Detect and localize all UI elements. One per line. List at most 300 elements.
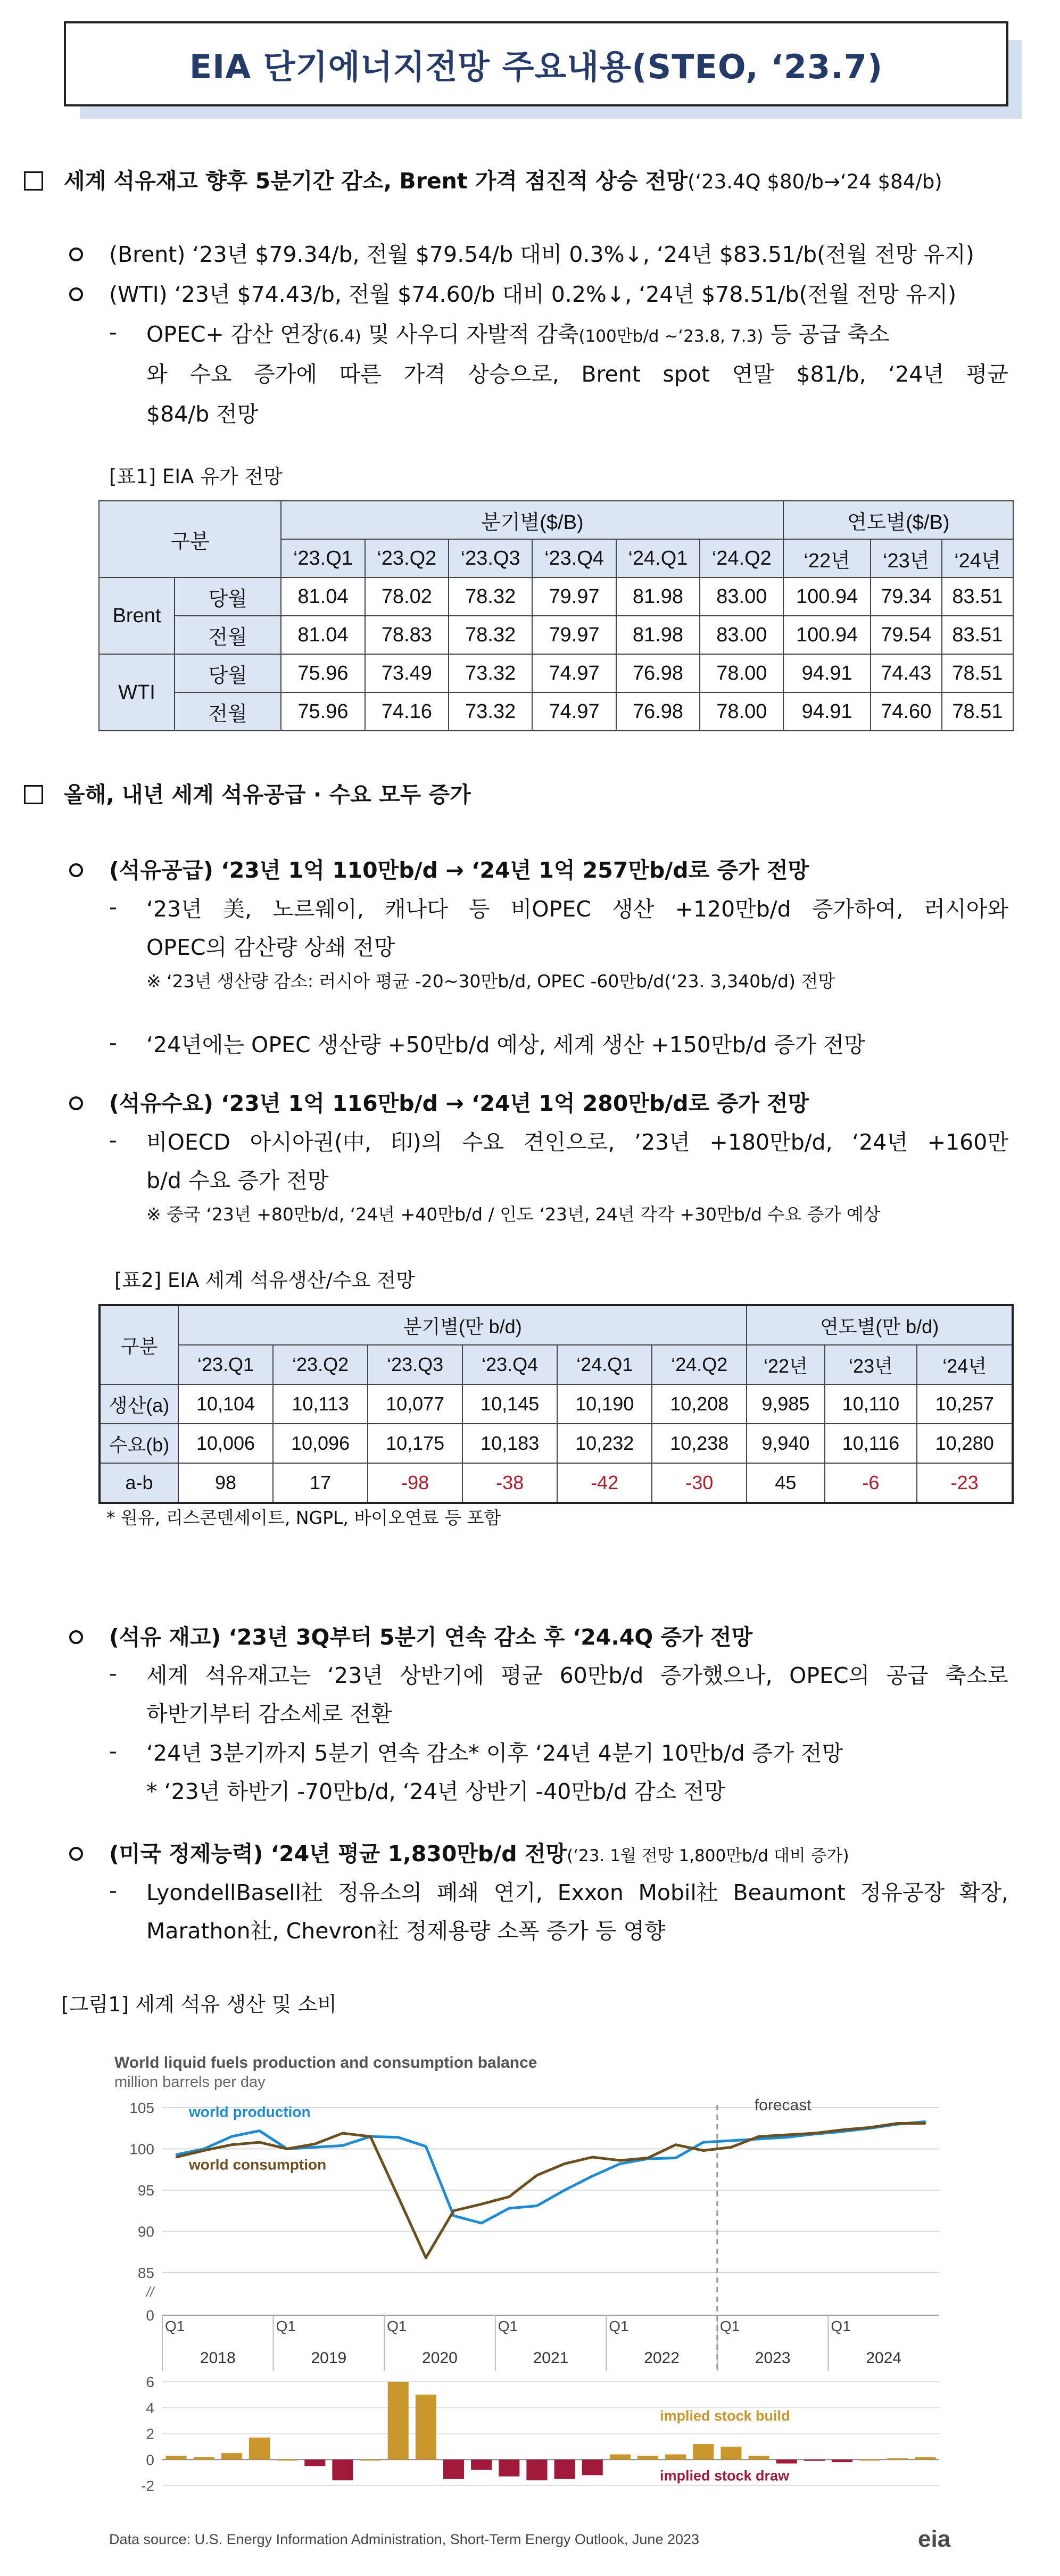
line-word: 따른 — [339, 361, 382, 387]
supply-note: ※ ‘23년 생산량 감소: 러시아 평균 -20~30만b/d, OPEC -60만b/d(‘23. 3,340b/d) 전망 — [146, 971, 835, 992]
consumption-point — [481, 2203, 482, 2205]
line-word: 생산 — [612, 896, 655, 922]
stock-draw-bar — [832, 2459, 852, 2462]
year-label: 2024 — [866, 2349, 902, 2367]
section1-heading-text: 세계 석유재고 향후 5분기간 감소, Brent 가격 점진적 상승 전망 — [64, 168, 688, 194]
table2-quarter-header: ‘23.Q1 — [178, 1345, 273, 1384]
table1-cell: 78.00 — [700, 692, 783, 731]
consumption-point — [314, 2143, 316, 2145]
table1 — [98, 500, 1014, 731]
section2-heading: 올해, 내년 세계 석유공급 · 수요 모두 증가 — [64, 782, 471, 807]
table2-quarterly-header: 분기별(만 b/d) — [178, 1305, 747, 1345]
table2-quarter-header: ‘23.Q2 — [273, 1345, 368, 1384]
table1-group-header: 구분 — [99, 501, 281, 577]
balance-y-tick-label: 0 — [146, 2451, 154, 2468]
table2-cell: 10,190 — [557, 1384, 652, 1424]
line-word: +120만b/d — [675, 896, 791, 922]
year-label: 2020 — [422, 2349, 458, 2367]
y-tick-label: 105 — [129, 2100, 154, 2116]
line-word: 와 — [146, 361, 168, 387]
stock-build-bar — [887, 2458, 908, 2459]
quarter-tick-label: Q1 — [831, 2318, 851, 2334]
table1-cell: 78.51 — [942, 654, 1013, 692]
production-point — [592, 2175, 593, 2177]
stock-draw-bar — [554, 2459, 575, 2479]
production-point — [176, 2154, 177, 2156]
table2-cell: 45 — [747, 1463, 824, 1503]
consumption-point — [814, 2133, 815, 2134]
table1-cell: 73.32 — [449, 692, 532, 731]
table2-cell: 10,096 — [273, 1424, 368, 1463]
production-point — [702, 2142, 704, 2143]
refining-heading-text: (미국 정제능력) ‘24년 평균 1,830만b/d 전망 — [109, 1841, 567, 1867]
stock-build-bar — [721, 2447, 741, 2459]
table1-cell: 74.43 — [871, 654, 942, 692]
opec-note-b: (100만b/d ~‘23.8, 7.3) — [578, 327, 764, 346]
demand-line1 — [146, 1127, 1008, 1157]
dash-bullet: - — [109, 1878, 117, 1903]
stock-draw-bar — [776, 2459, 797, 2463]
balance-y-tick-label: 2 — [146, 2425, 154, 2442]
bullet-circle — [69, 247, 83, 261]
table2-cell: 10,113 — [273, 1384, 368, 1424]
table1-cell: 73.49 — [365, 654, 449, 692]
production-point — [259, 2130, 260, 2132]
table2-cell: 9,940 — [747, 1424, 824, 1463]
table2-group-header: 구분 — [100, 1305, 178, 1384]
table2-quarter-header: ‘23.Q4 — [462, 1345, 557, 1384]
table1-cell: 81.98 — [616, 616, 700, 654]
quarter-tick-label: Q1 — [387, 2318, 407, 2334]
table2-cell: 10,116 — [825, 1424, 917, 1463]
consumption-point — [786, 2134, 788, 2136]
table2-quarter-header: ‘24.Q1 — [557, 1345, 652, 1384]
production-point — [536, 2205, 537, 2207]
line-word: 수요 — [189, 361, 232, 387]
chart-figure — [109, 2052, 971, 2552]
stock-build-bar — [166, 2456, 187, 2459]
consumption-point — [647, 2157, 649, 2159]
stock-build-bar — [360, 2459, 381, 2461]
consumption-point — [924, 2123, 926, 2124]
consumption-point — [370, 2136, 371, 2137]
production-point — [231, 2136, 233, 2137]
table-row — [100, 1384, 1013, 1424]
bullet-circle — [69, 1630, 83, 1644]
production-point — [314, 2146, 316, 2148]
line-word: +180만b/d, — [709, 1129, 833, 1155]
consumption-point — [425, 2257, 427, 2259]
table2-footnote: * 원유, 리스콘덴세이트, NGPL, 바이오연료 등 포함 — [106, 1507, 501, 1528]
inventory-note: * ‘23년 하반기 -70만b/d, ‘24년 상반기 -40만b/d 감소 전망 — [146, 1779, 726, 1804]
stock-draw-bar — [471, 2459, 492, 2470]
table1-quarterly-header: 분기별($/B) — [281, 501, 783, 539]
chart-svg — [109, 2052, 971, 2552]
line-word: 등 — [468, 896, 490, 922]
table2 — [98, 1304, 1014, 1504]
table2-caption: [표2] EIA 세계 석유생산/수요 전망 — [114, 1269, 415, 1292]
table2-annual-header: 연도별(만 b/d) — [747, 1305, 1013, 1345]
section1-heading — [64, 166, 942, 197]
table2-cell: 9,985 — [747, 1384, 824, 1424]
line-word: 가격 — [403, 361, 446, 387]
y-tick-label: 85 — [137, 2265, 154, 2281]
opec-line3: $84/b 전망 — [146, 401, 259, 427]
line-word: 60만b/d — [559, 1663, 644, 1688]
table1-cell: 81.04 — [281, 616, 365, 654]
dash-bullet: - — [109, 1127, 117, 1153]
bullet-circle — [69, 863, 83, 877]
supply-heading: (석유공급) ‘23년 1억 110만b/d → ‘24년 1억 257만b/d로 증가 전망 — [109, 857, 809, 883]
line-word: 증가하여, — [811, 896, 904, 922]
inventory-bullet2: ‘24년 3분기까지 5분기 연속 감소* 이후 ‘24년 4분기 10만b/d 증가 전망 — [146, 1740, 843, 1766]
brent-summary: (Brent) ‘23년 $79.34/b, 전월 $79.54/b 대비 0.3%↓, ‘24년 $83.51/b(전월 전망 유지) — [109, 242, 974, 267]
line-word: spot — [662, 361, 710, 387]
table2-cell: 10,238 — [652, 1424, 747, 1463]
production-point — [758, 2138, 760, 2140]
production-point — [564, 2190, 566, 2191]
legend-stock-build: implied stock build — [660, 2408, 790, 2424]
production-point — [342, 2145, 343, 2146]
y-tick-label: 0 — [146, 2307, 154, 2324]
table2-row-label: 수요(b) — [100, 1424, 178, 1463]
refining-line2: Marathon社, Chevron社 정제용량 소폭 증가 등 영향 — [146, 1918, 666, 1944]
line-word: 증가했으나, — [660, 1663, 773, 1688]
page-title: EIA 단기에너지전망 주요내용(STEO, ‘23.7) — [189, 47, 883, 86]
table2-year-header: ‘23년 — [825, 1345, 917, 1384]
brent-label: Brent — [99, 577, 175, 654]
line-word: 印)의 — [391, 1129, 443, 1155]
line-word: Exxon — [557, 1880, 624, 1905]
consumption-point — [564, 2163, 566, 2165]
table2-cell: 10,006 — [178, 1424, 273, 1463]
year-label: 2021 — [533, 2349, 569, 2367]
line-word: +160만 — [927, 1129, 1008, 1155]
table2-row-label: 생산(a) — [100, 1384, 178, 1424]
row-label-previous: 전월 — [175, 692, 281, 731]
inventory-line1 — [146, 1661, 1008, 1690]
table1-cell: 74.16 — [365, 692, 449, 731]
line-word: LyondellBasell社 — [146, 1880, 324, 1905]
quarter-tick-label: Q1 — [165, 2318, 185, 2334]
stock-draw-bar — [443, 2459, 464, 2479]
table2-cell: 10,110 — [825, 1384, 917, 1424]
stock-build-bar — [221, 2453, 242, 2459]
line-word: 공급 — [886, 1663, 929, 1688]
consumption-point — [342, 2133, 343, 2134]
table2-cell: -30 — [652, 1463, 747, 1503]
stock-build-bar — [693, 2444, 714, 2459]
eia-logo: eia — [918, 2526, 951, 2552]
opec-text-b: 및 사우디 자발적 감축 — [361, 321, 579, 347]
table2-cell: -23 — [917, 1463, 1013, 1503]
table2-year-header: ‘24년 — [917, 1345, 1013, 1384]
legend-consumption: world consumption — [189, 2156, 327, 2173]
table2-cell: -6 — [825, 1463, 917, 1503]
table1-cell: 83.51 — [942, 577, 1013, 616]
demand-note: ※ 중국 ‘23년 +80만b/d, ‘24년 +40만b/d / 인도 ‘23년, 24년 각각 +30만b/d 수요 증가 예상 — [146, 1204, 881, 1225]
consumption-point — [592, 2157, 593, 2158]
refining-line1 — [146, 1878, 1008, 1908]
table1-cell: 83.00 — [700, 616, 783, 654]
table2-cell: 10,145 — [462, 1384, 557, 1424]
table1-cell: 76.98 — [616, 654, 700, 692]
table2-cell: 17 — [273, 1463, 368, 1503]
line-word: 평균 — [966, 361, 1008, 387]
table1-cell: 94.91 — [783, 654, 870, 692]
table2-cell: 10,175 — [368, 1424, 462, 1463]
balance-y-tick-label: -2 — [141, 2478, 154, 2494]
stock-build-bar — [610, 2455, 631, 2460]
stock-build-bar — [915, 2457, 935, 2459]
line-word: ‘23년 — [327, 1663, 383, 1688]
line-word: 노르웨이, — [272, 896, 364, 922]
opec-text-a: OPEC+ 감산 연장 — [146, 321, 322, 347]
consumption-point — [259, 2142, 260, 2143]
forecast-label: forecast — [754, 2096, 811, 2114]
production-point — [481, 2223, 482, 2224]
stock-build-bar — [388, 2382, 409, 2459]
line-word: ’23년 — [634, 1129, 690, 1155]
table2-cell: 10,208 — [652, 1384, 747, 1424]
dash-bullet: - — [109, 319, 117, 345]
table1-cell: 79.97 — [532, 577, 616, 616]
table-row — [100, 1463, 1013, 1503]
production-point — [730, 2140, 732, 2142]
consumption-point — [702, 2150, 704, 2151]
legend-stock-draw: implied stock draw — [660, 2467, 790, 2484]
demand-line2: b/d 수요 증가 전망 — [146, 1168, 329, 1193]
bullet-circle — [69, 1096, 83, 1110]
line-word: 수요 — [462, 1129, 504, 1155]
line-word: 축소로 — [945, 1663, 1008, 1688]
consumption-point — [453, 2210, 454, 2211]
line-word: 러시아와 — [924, 896, 1008, 922]
consumption-point — [508, 2196, 510, 2198]
line-word: 평균 — [501, 1663, 543, 1688]
figure-caption: [그림1] 세계 석유 생산 및 소비 — [61, 1993, 337, 2016]
stock-build-bar — [637, 2456, 658, 2459]
line-word: 상반기에 — [400, 1663, 484, 1688]
line-word: 캐나다 — [384, 896, 448, 922]
demand-heading: (석유수요) ‘23년 1억 116만b/d → ‘24년 1억 280만b/d로 증가 전망 — [109, 1091, 809, 1116]
balance-y-tick-label: 6 — [146, 2374, 154, 2390]
stock-draw-bar — [499, 2459, 519, 2476]
production-point — [619, 2163, 621, 2165]
axis-break: // — [146, 2284, 154, 2300]
dash-bullet: - — [109, 1738, 117, 1764]
line-word: 연말 — [732, 361, 774, 387]
supply-line2: OPEC의 감산량 상쇄 전망 — [146, 935, 395, 960]
table2-cell: 10,257 — [917, 1384, 1013, 1424]
table1-quarter-header: ‘23.Q4 — [532, 539, 616, 577]
consumption-point — [286, 2148, 288, 2150]
production-point — [397, 2136, 399, 2138]
line-word: 비OPEC — [510, 896, 591, 922]
title-box — [64, 21, 1008, 106]
table1-year-header: ‘24년 — [942, 539, 1013, 577]
line-word: Mobil社 — [638, 1880, 718, 1905]
chart-subtitle: million barrels per day — [114, 2074, 266, 2091]
table1-cell: 74.97 — [532, 692, 616, 731]
table1-cell: 75.96 — [281, 654, 365, 692]
chart-title: World liquid fuels production and consumption balance — [114, 2054, 537, 2071]
table1-cell: 83.00 — [700, 577, 783, 616]
table1-quarter-header: ‘23.Q3 — [449, 539, 532, 577]
quarter-tick-label: Q1 — [498, 2318, 518, 2334]
table2-cell: -38 — [462, 1463, 557, 1503]
row-label-previous: 전월 — [175, 616, 281, 654]
consumption-point — [869, 2127, 871, 2128]
table1-quarter-header: ‘24.Q1 — [616, 539, 700, 577]
table1-cell: 100.94 — [783, 577, 870, 616]
table1-cell: 100.94 — [783, 616, 870, 654]
opec-line1 — [146, 319, 889, 351]
line-word: 견인으로, — [523, 1129, 615, 1155]
quarter-tick-label: Q1 — [609, 2318, 629, 2334]
line-word: 비OECD — [146, 1129, 230, 1155]
line-word: 연기, — [493, 1880, 543, 1905]
consumption-point — [897, 2123, 898, 2124]
wti-summary: (WTI) ‘23년 $74.43/b, 전월 $74.60/b 대비 0.2%↓, ‘24년 $78.51/b(전월 전망 유지) — [109, 282, 957, 307]
stock-build-bar — [277, 2459, 297, 2461]
table1-annual-header: 연도별($/B) — [783, 501, 1013, 539]
section1-heading-suffix: (‘23.4Q $80/b→‘24 $84/b) — [687, 170, 942, 193]
supply-bullet2: ‘24년에는 OPEC 생산량 +50만b/d 예상, 세계 생산 +150만b/d 증가 전망 — [146, 1032, 865, 1058]
line-word: 美, — [223, 896, 252, 922]
line-word: ‘23년 — [146, 896, 202, 922]
section-checkbox — [24, 785, 43, 804]
table1-cell: 74.60 — [871, 692, 942, 731]
line-word: Brent — [581, 361, 641, 387]
consumption-point — [231, 2144, 233, 2145]
table1-cell: 94.91 — [783, 692, 870, 731]
table1-year-header: ‘23년 — [871, 539, 942, 577]
y-tick-label: 90 — [137, 2223, 154, 2240]
opec-line2 — [146, 359, 1008, 389]
year-label: 2023 — [755, 2349, 791, 2367]
stock-draw-bar — [804, 2459, 825, 2461]
table1-cell: 79.54 — [871, 616, 942, 654]
year-label: 2019 — [311, 2349, 347, 2367]
consumption-point — [536, 2175, 537, 2176]
line-word: 정유공장 — [860, 1880, 945, 1905]
table-row — [100, 1424, 1013, 1463]
consumption-point — [730, 2146, 732, 2148]
line-word: 증가에 — [254, 361, 317, 387]
consumption-point — [397, 2196, 399, 2198]
production-point — [675, 2157, 676, 2159]
table1-caption: [표1] EIA 유가 전망 — [109, 465, 283, 488]
table1-cell: 78.83 — [365, 616, 449, 654]
row-label-current: 당월 — [175, 577, 281, 616]
refining-heading-suffix: (‘23. 1월 전망 1,800만b/d 대비 증가) — [567, 1846, 849, 1865]
bullet-circle — [69, 287, 83, 301]
table2-cell: 98 — [178, 1463, 273, 1503]
table1-cell: 78.00 — [700, 654, 783, 692]
table2-cell: 10,183 — [462, 1424, 557, 1463]
quarter-tick-label: Q1 — [276, 2318, 296, 2334]
inventory-heading: (석유 재고) ‘23년 3Q부터 5분기 연속 감소 후 ‘24.4Q 증가 전망 — [109, 1624, 753, 1650]
table2-cell: 10,232 — [557, 1424, 652, 1463]
stock-draw-bar — [582, 2459, 603, 2475]
table1-cell: 83.51 — [942, 616, 1013, 654]
legend-production: world production — [189, 2103, 311, 2120]
line-word: $81/b, — [796, 361, 866, 387]
line-word: ‘24년 — [852, 1129, 908, 1155]
table1-cell: 78.51 — [942, 692, 1013, 731]
table1-cell: 78.32 — [449, 577, 532, 616]
stock-build-bar — [416, 2395, 436, 2459]
stock-build-bar — [859, 2459, 880, 2461]
dash-bullet: - — [109, 1661, 117, 1686]
opec-text-c: 등 공급 축소 — [763, 321, 890, 347]
line-word: 정유소의 — [337, 1880, 423, 1905]
table2-cell: 10,104 — [178, 1384, 273, 1424]
line-word: Beaumont — [733, 1880, 846, 1905]
year-label: 2018 — [200, 2349, 236, 2367]
stock-build-bar — [194, 2457, 214, 2459]
stock-build-bar — [665, 2455, 686, 2460]
dash-bullet: - — [109, 1030, 117, 1055]
table2-cell: -42 — [557, 1463, 652, 1503]
table2-quarter-header: ‘24.Q2 — [652, 1345, 747, 1384]
line-word: 석유재고는 — [205, 1663, 311, 1688]
y-tick-label: 95 — [137, 2182, 154, 2199]
stock-build-bar — [749, 2456, 769, 2459]
table2-quarter-header: ‘23.Q3 — [368, 1345, 462, 1384]
production-point — [508, 2208, 510, 2209]
consumption-point — [675, 2144, 676, 2145]
table1-quarter-header: ‘24.Q2 — [700, 539, 783, 577]
row-label-current: 당월 — [175, 654, 281, 692]
chart-bars — [166, 2382, 936, 2480]
wti-label: WTI — [99, 654, 175, 731]
consumption-point — [203, 2150, 205, 2151]
year-label: 2022 — [644, 2349, 680, 2367]
table1-cell: 73.32 — [449, 654, 532, 692]
section-checkbox — [24, 171, 43, 191]
table2-cell: -98 — [368, 1463, 462, 1503]
refining-heading — [109, 1839, 849, 1871]
line-word: 상승으로, — [468, 361, 559, 387]
line-word: 폐쇄 — [436, 1880, 479, 1905]
table1-cell: 78.32 — [449, 616, 532, 654]
production-point — [453, 2215, 454, 2217]
table2-cell: 10,280 — [917, 1424, 1013, 1463]
y-tick-label: 100 — [129, 2141, 154, 2158]
bullet-circle — [69, 1847, 83, 1861]
stock-draw-bar — [332, 2459, 353, 2480]
dash-bullet: - — [109, 894, 117, 920]
supply-line1 — [146, 894, 1008, 924]
consumption-point — [758, 2136, 760, 2137]
table1-cell: 81.04 — [281, 577, 365, 616]
balance-y-tick-label: 4 — [146, 2399, 154, 2416]
table1-cell: 75.96 — [281, 692, 365, 731]
chart-source: Data source: U.S. Energy Information Administration, Short-Term Energy Outlook, June 2023 — [109, 2531, 700, 2547]
table1-cell: 79.34 — [871, 577, 942, 616]
line-word: 확장, — [959, 1880, 1008, 1905]
table1-cell: 81.98 — [616, 577, 700, 616]
table2-year-header: ‘22년 — [747, 1345, 824, 1384]
line-word: OPEC의 — [789, 1663, 870, 1688]
table1-quarter-header: ‘23.Q2 — [365, 539, 449, 577]
inventory-line2: 하반기부터 감소세로 전환 — [146, 1701, 392, 1727]
stock-draw-bar — [526, 2459, 547, 2480]
table1-cell: 74.97 — [532, 654, 616, 692]
table1-quarter-header: ‘23.Q1 — [281, 539, 365, 577]
